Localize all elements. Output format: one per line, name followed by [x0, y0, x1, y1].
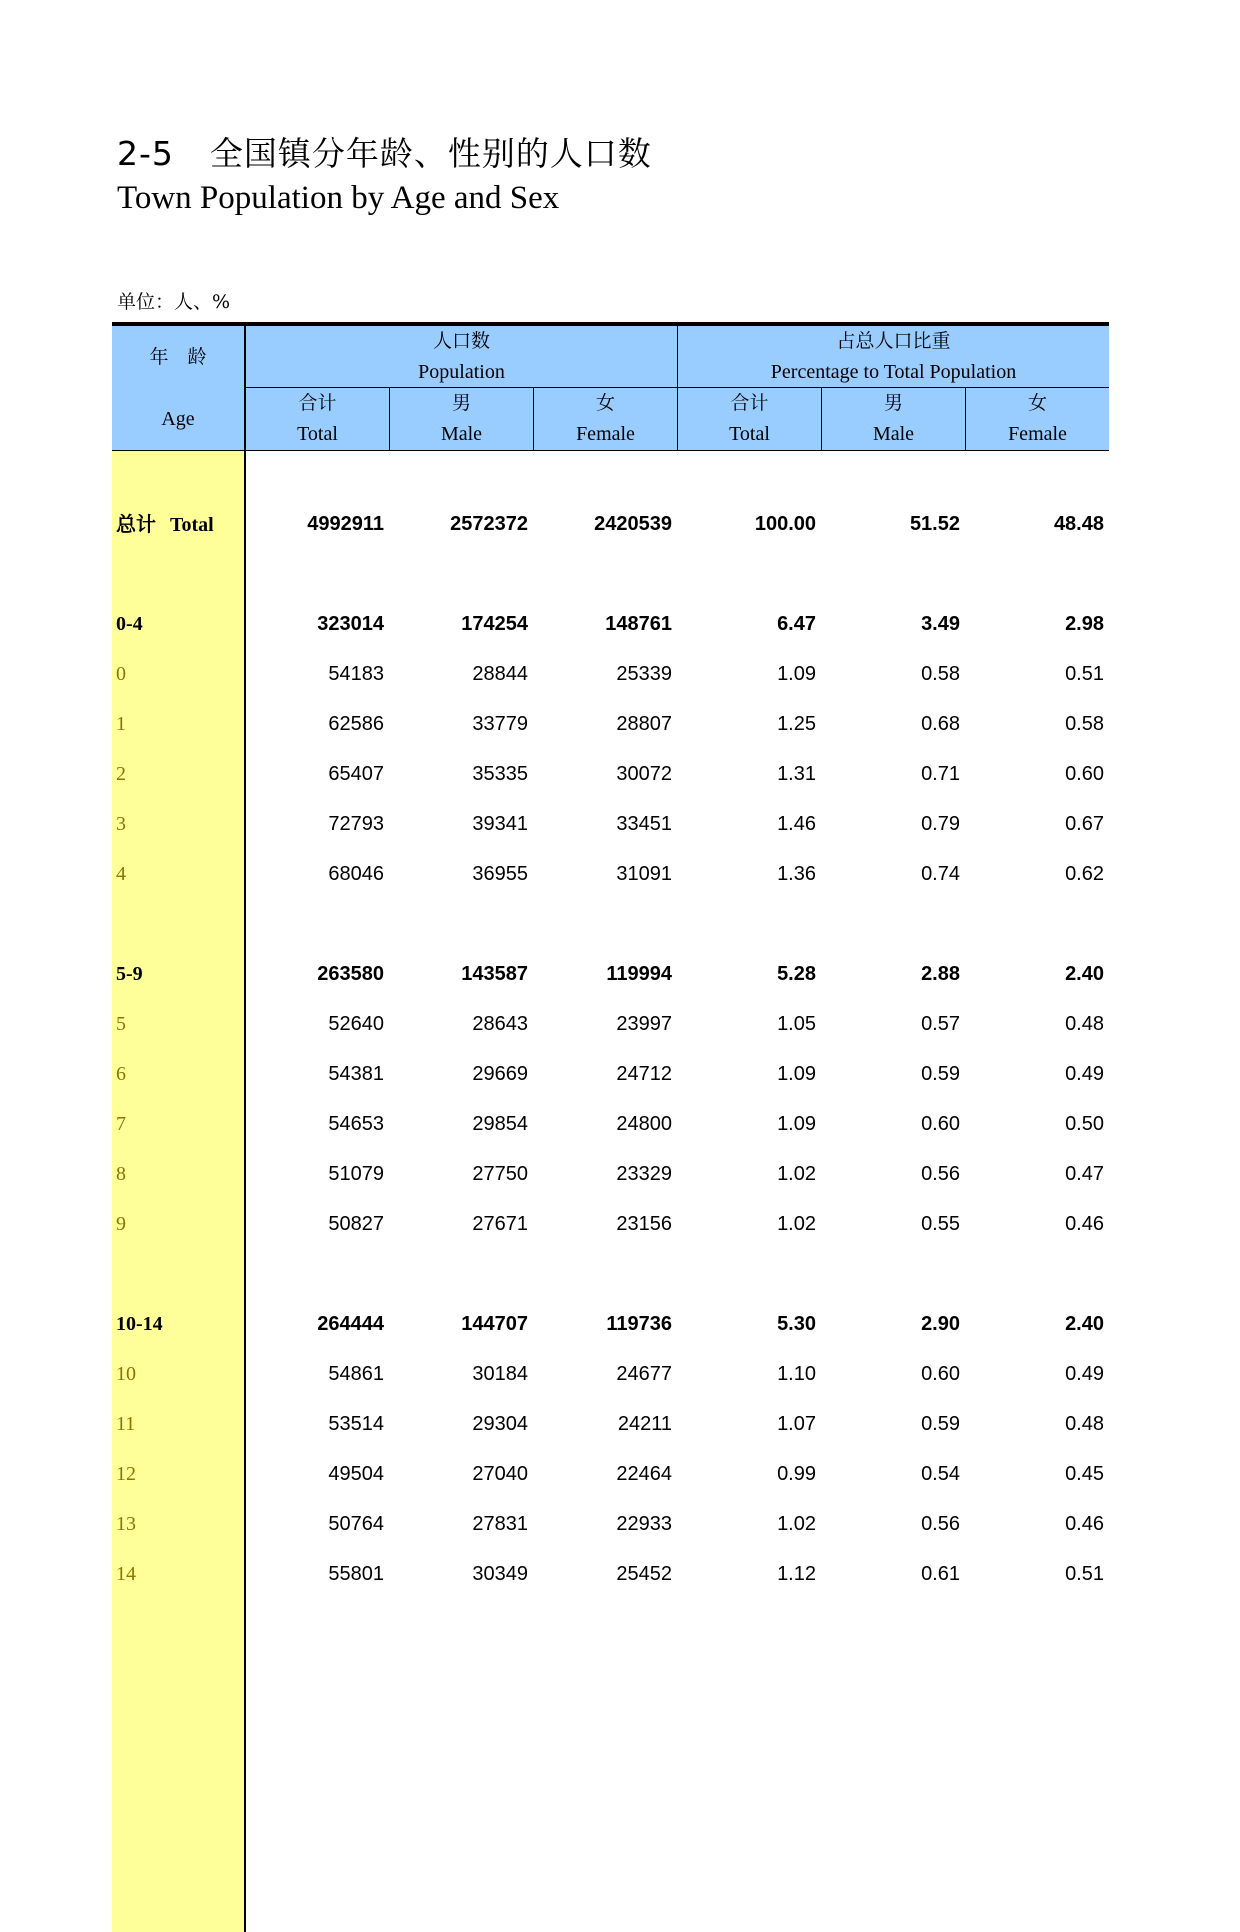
- row-age-label: 12: [116, 1463, 136, 1485]
- cell-pct-male: 0.71: [921, 763, 960, 785]
- cell-pop-female: 33451: [616, 813, 672, 835]
- cell-pct-total: 1.05: [777, 1013, 816, 1035]
- cell-pop-total: 52640: [328, 1013, 384, 1035]
- header-col-divider: [965, 388, 966, 450]
- header-age-en: Age: [161, 407, 195, 430]
- header-age-cn: 年 龄: [149, 345, 207, 368]
- cell-pct-total: 1.10: [777, 1363, 816, 1385]
- table-row: [112, 1504, 1109, 1544]
- cell-pop-male: 27750: [472, 1163, 528, 1185]
- cell-pop-female: 119994: [606, 963, 672, 985]
- table-row: [112, 754, 1109, 794]
- cell-pct-total: 1.02: [777, 1163, 816, 1185]
- cell-pct-male: 0.79: [921, 813, 960, 835]
- cell-pct-male: 0.54: [921, 1463, 960, 1485]
- header-population: 人口数 Population: [418, 330, 505, 383]
- cell-pct-female: 0.49: [1065, 1063, 1104, 1085]
- cell-pct-total: 0.99: [777, 1463, 816, 1485]
- cell-pop-total: 323014: [317, 613, 384, 635]
- row-age-label: 3: [116, 813, 126, 835]
- cell-pop-total: 51079: [328, 1163, 384, 1185]
- cell-pop-female: 119736: [606, 1313, 672, 1335]
- cell-pop-male: 36955: [472, 863, 528, 885]
- cell-pct-total: 100.00: [754, 513, 816, 535]
- cell-pct-female: 2.98: [1065, 613, 1104, 635]
- header-pop-female: 女 Female: [576, 392, 635, 445]
- cell-pct-female: 0.51: [1065, 1563, 1104, 1585]
- cell-pop-total: 55801: [328, 1563, 384, 1585]
- cell-pct-total: 1.02: [777, 1513, 816, 1535]
- row-age-label: 5: [116, 1013, 126, 1035]
- total-row: [112, 504, 1109, 544]
- cell-pop-total: 54381: [328, 1063, 384, 1085]
- cell-pct-female: 0.47: [1065, 1163, 1104, 1185]
- row-age-label: 2: [116, 763, 126, 785]
- cell-pop-male: 29854: [472, 1113, 528, 1135]
- cell-pct-female: 2.40: [1065, 963, 1104, 985]
- cell-pct-male: 0.59: [921, 1413, 960, 1435]
- cell-pct-male: 0.60: [921, 1113, 960, 1135]
- header-col-divider: [821, 388, 822, 450]
- cell-pop-male: 29669: [472, 1063, 528, 1085]
- cell-pop-male: 28844: [472, 663, 528, 685]
- cell-pop-female: 24677: [616, 1363, 672, 1385]
- cell-pop-male: 143587: [461, 963, 528, 985]
- cell-pop-female: 22933: [616, 1513, 672, 1535]
- cell-pop-total: 53514: [328, 1413, 384, 1435]
- cell-pop-male: 144707: [461, 1313, 528, 1335]
- cell-pop-total: 54861: [328, 1363, 384, 1385]
- cell-pct-female: 0.62: [1065, 863, 1104, 885]
- cell-pct-total: 1.09: [777, 663, 816, 685]
- cell-pct-female: 0.58: [1065, 713, 1104, 735]
- cell-pop-female: 28807: [616, 713, 672, 735]
- row-age-label: 11: [116, 1413, 136, 1435]
- cell-pct-female: 0.46: [1065, 1513, 1104, 1535]
- cell-pct-total: 5.28: [777, 963, 816, 985]
- cell-pct-male: 0.74: [921, 863, 960, 885]
- cell-pct-female: 0.48: [1065, 1413, 1104, 1435]
- cell-pop-total: 72793: [328, 813, 384, 835]
- table-row: [112, 1054, 1109, 1094]
- cell-pct-total: 1.12: [777, 1563, 816, 1585]
- cell-pop-total: 50827: [328, 1213, 384, 1235]
- table-row: [112, 1204, 1109, 1244]
- page-title-chinese: [117, 128, 652, 175]
- header-percentage: 占总人口比重 Percentage to Total Population: [770, 330, 1017, 383]
- cell-pop-male: 2572372: [450, 513, 528, 535]
- table-row: [112, 1454, 1109, 1494]
- cell-pct-male: 0.59: [921, 1063, 960, 1085]
- title-chinese-text: 全国镇分年龄、性别的人口数: [209, 134, 652, 173]
- header-pct-female: 女 Female: [1008, 392, 1067, 445]
- cell-pct-female: 0.50: [1065, 1113, 1104, 1135]
- cell-pct-total: 1.09: [777, 1113, 816, 1135]
- cell-pct-female: 0.49: [1065, 1363, 1104, 1385]
- header-pop-male: 男 Male: [440, 392, 483, 445]
- table-row: [112, 1404, 1109, 1444]
- cell-pop-total: 54183: [328, 663, 384, 685]
- page-title-english: Town Population by Age and Sex: [117, 180, 560, 216]
- cell-pct-male: 51.52: [909, 513, 960, 535]
- cell-pct-female: 48.48: [1053, 513, 1104, 535]
- row-age-label: 6: [116, 1063, 126, 1085]
- row-age-label: 14: [116, 1563, 136, 1585]
- header-group-divider: [677, 326, 678, 450]
- row-age-label: 7: [116, 1113, 126, 1135]
- cell-pop-male: 35335: [472, 763, 528, 785]
- cell-pct-total: 1.46: [777, 813, 816, 835]
- header-pop-total: 合计 Total: [297, 392, 338, 445]
- cell-pop-female: 23156: [616, 1213, 672, 1235]
- cell-pct-male: 0.58: [921, 663, 960, 685]
- cell-pct-male: 0.55: [921, 1213, 960, 1235]
- header-col-divider: [533, 388, 534, 450]
- cell-pct-total: 6.47: [777, 613, 816, 635]
- cell-pct-male: 0.56: [921, 1163, 960, 1185]
- table-row: [112, 704, 1109, 744]
- cell-pop-female: 25452: [616, 1563, 672, 1585]
- unit-label: 单位：人、%: [117, 291, 231, 313]
- cell-pct-total: 1.36: [777, 863, 816, 885]
- cell-pop-total: 65407: [328, 763, 384, 785]
- row-age-label: 13: [116, 1513, 136, 1535]
- row-age-label: 1: [116, 713, 126, 735]
- cell-pop-total: 54653: [328, 1113, 384, 1135]
- cell-pop-female: 30072: [616, 763, 672, 785]
- cell-pct-female: 0.51: [1065, 663, 1104, 685]
- header-col-divider: [389, 388, 390, 450]
- cell-pop-female: 25339: [616, 663, 672, 685]
- row-age-label: 0: [116, 663, 126, 685]
- row-age-label: 5-9: [116, 963, 143, 985]
- cell-pop-total: 50764: [328, 1513, 384, 1535]
- cell-pct-total: 1.09: [777, 1063, 816, 1085]
- cell-pop-total: 62586: [328, 713, 384, 735]
- cell-pct-female: 0.46: [1065, 1213, 1104, 1235]
- cell-pct-male: 0.56: [921, 1513, 960, 1535]
- cell-pct-female: 0.67: [1065, 813, 1104, 835]
- cell-pop-female: 24211: [617, 1413, 672, 1435]
- cell-pop-total: 264444: [317, 1313, 384, 1335]
- table-row: [112, 1004, 1109, 1044]
- cell-pop-female: 23997: [616, 1013, 672, 1035]
- cell-pct-total: 1.25: [777, 713, 816, 735]
- row-age-label: 0-4: [116, 613, 143, 635]
- table-number: 2-5: [117, 134, 174, 173]
- cell-pop-female: 23329: [616, 1163, 672, 1185]
- cell-pop-female: 31091: [616, 863, 672, 885]
- cell-pop-total: 263580: [317, 963, 384, 985]
- cell-pop-female: 22464: [616, 1463, 672, 1485]
- cell-pop-total: 68046: [328, 863, 384, 885]
- cell-pop-female: 2420539: [594, 513, 672, 535]
- cell-pct-total: 5.30: [777, 1313, 816, 1335]
- cell-pop-male: 30184: [472, 1363, 528, 1385]
- table-row: [112, 854, 1109, 894]
- cell-pop-male: 29304: [472, 1413, 528, 1435]
- table-row: [112, 1354, 1109, 1394]
- cell-pop-total: 4992911: [307, 513, 384, 535]
- cell-pop-female: 24712: [616, 1063, 672, 1085]
- cell-pct-female: 0.48: [1065, 1013, 1104, 1035]
- cell-pct-total: 1.07: [777, 1413, 816, 1435]
- row-age-label: 10: [116, 1363, 136, 1385]
- cell-pop-male: 39341: [472, 813, 528, 835]
- group-row: [112, 1304, 1109, 1344]
- group-row: [112, 604, 1109, 644]
- cell-pop-female: 24800: [616, 1113, 672, 1135]
- cell-pop-male: 27040: [472, 1463, 528, 1485]
- header-pct-male: 男 Male: [872, 392, 915, 445]
- cell-pct-male: 0.57: [921, 1013, 960, 1035]
- cell-pct-female: 0.60: [1065, 763, 1104, 785]
- table-row: [112, 1104, 1109, 1144]
- table-row: [112, 1154, 1109, 1194]
- cell-pop-male: 27831: [472, 1513, 528, 1535]
- cell-pop-male: 33779: [472, 713, 528, 735]
- row-age-label: 总计 Total: [116, 512, 214, 536]
- cell-pct-female: 2.40: [1065, 1313, 1104, 1335]
- cell-pop-male: 27671: [472, 1213, 528, 1235]
- table-row: [112, 654, 1109, 694]
- cell-pop-male: 28643: [472, 1013, 528, 1035]
- cell-pop-male: 174254: [461, 613, 528, 635]
- cell-pct-male: 0.68: [921, 713, 960, 735]
- group-row: [112, 954, 1109, 994]
- cell-pct-male: 0.61: [921, 1563, 960, 1585]
- header-bottom-border: [112, 450, 1109, 451]
- row-age-label: 4: [116, 863, 126, 885]
- header-pct-total: 合计 Total: [729, 392, 770, 445]
- cell-pct-male: 2.90: [921, 1313, 960, 1335]
- cell-pop-total: 49504: [328, 1463, 384, 1485]
- table-row: [112, 804, 1109, 844]
- cell-pct-male: 2.88: [921, 963, 960, 985]
- cell-pct-male: 3.49: [921, 613, 960, 635]
- cell-pct-total: 1.02: [777, 1213, 816, 1235]
- table-row: [112, 1554, 1109, 1594]
- row-age-label: 9: [116, 1213, 126, 1235]
- cell-pct-male: 0.60: [921, 1363, 960, 1385]
- row-age-label: 10-14: [116, 1313, 163, 1335]
- cell-pct-total: 1.31: [777, 763, 816, 785]
- cell-pct-female: 0.45: [1065, 1463, 1104, 1485]
- cell-pop-male: 30349: [472, 1563, 528, 1585]
- row-age-label: 8: [116, 1163, 126, 1185]
- cell-pop-female: 148761: [605, 613, 672, 635]
